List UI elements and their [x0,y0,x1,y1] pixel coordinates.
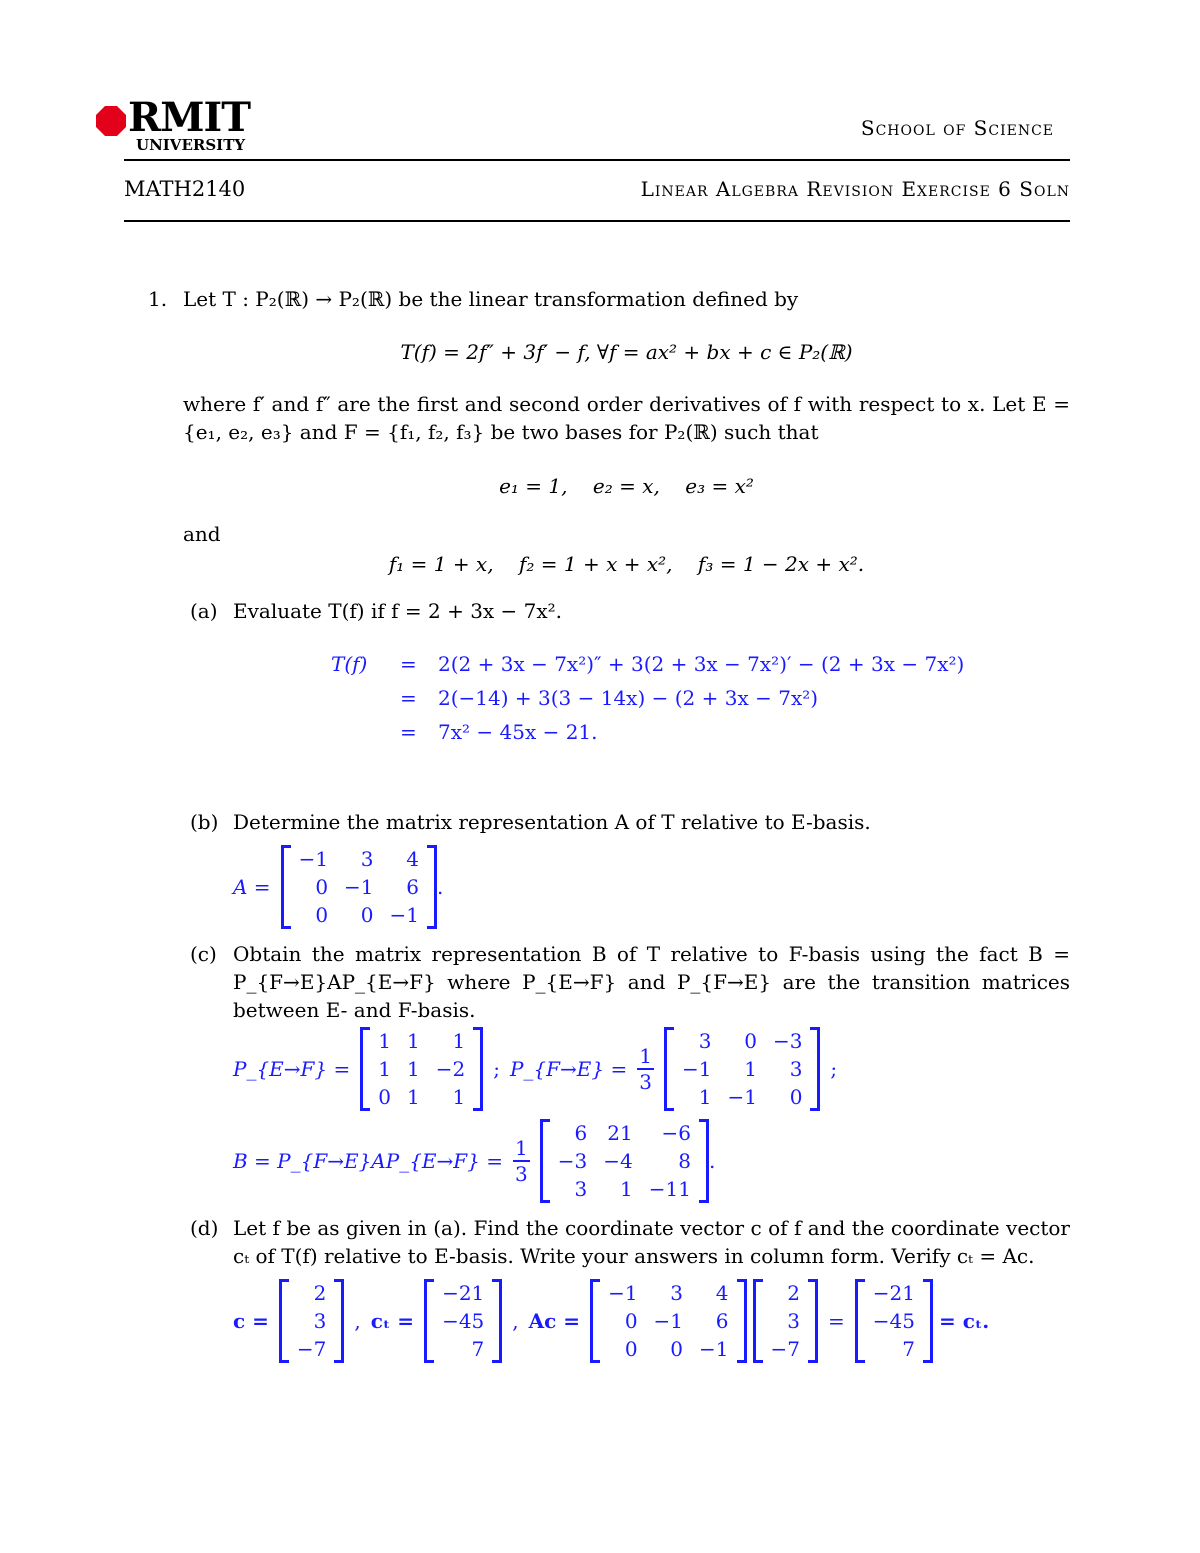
part-a-line-1: 2(2 + 3x − 7x²)″ + 3(2 + 3x − 7x²)′ − (2 + 3x − 7x²) [438,652,965,676]
matrix-entry: −4 [603,1149,633,1173]
matrix-entry: 1 [378,1057,391,1081]
matrix-entry: 8 [678,1149,691,1173]
vector-c-2 [753,1279,818,1363]
ct-lhs: cₜ = [370,1309,415,1333]
matrix-entry: −1 [608,1281,638,1305]
matrix-entry: −1 [653,1309,684,1333]
part-a-line-2: 2(−14) + 3(3 − 14x) − (2 + 3x − 7x²) [438,686,819,710]
part-b-question: Determine the matrix representation A of T relative to E-basis. [233,810,871,834]
part-d-question: Let f be as given in (a). Find the coordinate vector c of f and the coordinate vector cₜ of T(f) relative to E-basis. Write your answers in column form. Verify cₜ = Ac. [233,1216,1070,1268]
course-code: MATH2140 [124,177,246,201]
matrix-entry: −1 [389,903,420,927]
matrix-b [540,1119,709,1203]
pfe-fraction: $\frac{1}{3}$ [639,1044,652,1094]
ac-lhs: Ac = [528,1309,581,1333]
matrix-entry: 3 [698,1029,712,1053]
part-a-eq-1: = [400,652,417,676]
logo-mark-icon [96,106,126,136]
matrix-entry: 7 [471,1337,485,1361]
school-name: School of Science [860,116,1054,140]
matrix-entry: 1 [407,1057,420,1081]
matrix-entry: 0 [624,1309,638,1333]
matrix-entry: 0 [315,875,329,899]
matrix-entry: −3 [772,1029,803,1053]
document-title: Linear Algebra Revision Exercise 6 Soln [640,177,1070,201]
matrix-entry: −7 [770,1337,800,1361]
vectors-equation: c = 2 3 −7 , cₜ = −21 −45 7 , Ac = −1 3 4 0 −1 6 0 0 −1 2 3 −7 = −21 −45 7 = cₜ. [233,1281,990,1361]
matrix-entry: 0 [624,1337,638,1361]
b-lhs: B = P_{F→E}AP_{E→F} = [233,1149,504,1173]
matrix-entry: −1 [727,1085,757,1109]
part-d-label: (d) [190,1216,219,1240]
part-c-label: (c) [190,942,217,966]
problem-intro: Let T : P₂(ℝ) → P₂(ℝ) be the linear transformation defined by [183,287,799,311]
matrix-entry: 4 [406,847,420,871]
part-c-question: Obtain the matrix representation B of T relative to F-basis using the fact B = P_{F→E}AP_{E→F} where P_{E→F} and P_{F→E} are the transition matrices between E- and F-basis. [233,942,1070,1022]
e-basis-equation: e₁ = 1, e₂ = x, e₃ = x² [499,474,754,498]
part-a-eq-3: = [400,720,417,744]
b-fraction: $\frac{1}{3}$ [515,1136,528,1186]
matrix-b-equation: B = P_{F→E}AP_{E→F} = $\frac{1}{3}$ 6 21 −6 −3 −4 8 3 1 −11 . [233,1121,716,1201]
matrix-a [281,845,437,929]
matrix-entry: 21 [607,1121,633,1145]
logo-subtext: UNIVERSITY [136,136,246,154]
matrix-entry: 6 [715,1309,729,1333]
matrix-entry: 1 [619,1177,633,1201]
matrix-entry: 3 [670,1281,684,1305]
where-text: where f′ and f″ are the first and second order derivatives of f with respect to x. Let E = {e₁, e₂, e₃} and F = {f₁, f₂, f₃} be two bases for P₂(ℝ) such that [183,392,1070,444]
matrix-entry: 3 [313,1309,327,1333]
matrix-a-d [590,1279,746,1363]
pef-lhs: P_{E→F} = [233,1057,351,1081]
matrix-entry: −6 [661,1121,691,1145]
matrix-entry: 1 [698,1085,712,1109]
matrix-entry: −45 [872,1309,915,1333]
matrix-entry: 0 [744,1029,757,1053]
problem-number: 1. [148,287,168,311]
matrix-entry: −1 [344,875,374,899]
matrix-entry: 1 [744,1057,757,1081]
matrix-entry: 1 [407,1085,420,1109]
matrix-entry: −1 [681,1057,712,1081]
part-a-line-3: 7x² − 45x − 21. [438,720,598,744]
matrix-entry: 2 [787,1281,800,1305]
matrix-a-lhs: A = [233,875,271,899]
rmit-logo [96,94,256,156]
matrix-entry: 1 [378,1029,391,1053]
matrix-entry: −11 [648,1177,691,1201]
c-lhs: c = [233,1309,269,1333]
vector-ct [424,1279,502,1363]
matrix-entry: 3 [787,1309,800,1333]
result-end: = cₜ. [938,1309,990,1333]
logo-text: RMIT [128,94,250,141]
transition-matrices: P_{E→F} = 1 1 1 1 1 −2 0 1 1 ; P_{F→E} = $\frac{1}{3}$ 3 0 −3 −1 1 3 1 −1 0 ; [233,1029,838,1109]
matrix-entry: 1 [452,1085,466,1109]
matrix-entry: −2 [435,1057,466,1081]
matrix-entry: 7 [902,1337,915,1361]
matrix-entry: −45 [442,1309,485,1333]
vector-result [855,1279,933,1363]
matrix-entry: 1 [452,1029,466,1053]
matrix-entry: 3 [574,1177,588,1201]
matrix-pef [360,1027,483,1111]
matrix-entry: 0 [670,1337,684,1361]
matrix-entry: 6 [574,1121,588,1145]
f-basis-equation: f₁ = 1 + x, f₂ = 1 + x + x², f₃ = 1 − 2x + x². [388,552,865,576]
part-a-lhs: T(f) [331,652,368,676]
and-text: and [183,522,221,546]
matrix-entry: 4 [715,1281,729,1305]
matrix-entry: −7 [296,1337,327,1361]
matrix-a-equation: A = −1 3 4 0 −1 6 0 0 −1 . [233,847,444,927]
part-a-question: Evaluate T(f) if f = 2 + 3x − 7x². [233,599,563,623]
definition-equation: T(f) = 2f″ + 3f′ − f, ∀f = ax² + bx + c ∈ P₂(ℝ) [400,340,853,364]
matrix-a-table [291,845,427,929]
matrix-entry: 0 [315,903,329,927]
matrix-entry: −1 [699,1337,729,1361]
vector-c [279,1279,344,1363]
matrix-entry: −1 [298,847,329,871]
matrix-pfe [664,1027,820,1111]
matrix-entry: 6 [406,875,420,899]
matrix-entry: 0 [378,1085,391,1109]
matrix-entry: −21 [442,1281,485,1305]
part-a-eq-2: = [400,686,417,710]
header-rule-bottom [124,220,1070,222]
pfe-lhs: P_{F→E} = [509,1057,628,1081]
matrix-entry: 0 [789,1085,803,1109]
matrix-entry: 0 [360,903,374,927]
matrix-entry: 2 [313,1281,327,1305]
matrix-entry: −3 [557,1149,588,1173]
matrix-entry: 3 [360,847,374,871]
matrix-entry: 3 [789,1057,803,1081]
matrix-entry: −21 [872,1281,915,1305]
header-rule-top [124,159,1070,161]
matrix-entry: 1 [407,1029,420,1053]
part-a-label: (a) [190,599,218,623]
part-b-label: (b) [190,810,219,834]
